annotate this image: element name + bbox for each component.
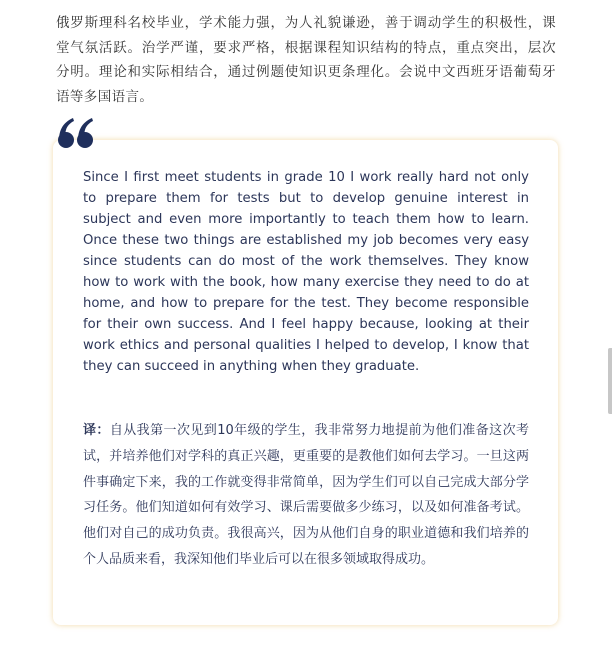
scrollbar-thumb[interactable]: [608, 348, 612, 414]
quote-mark-icon: [56, 111, 96, 151]
teacher-intro-paragraph: 俄罗斯理科名校毕业，学术能力强，为人礼貌谦逊，善于调动学生的积极性，课堂气氛活跃。治学严谨，要求严格，根据课程知识结构的特点，重点突出，层次分明。理论和实际相结合，通过例题使知识更条理化。会说中文西班牙语葡萄牙语等多国语言。: [56, 15, 556, 105]
testimonial-translation: [83, 418, 529, 573]
translation-label: 译：: [83, 423, 110, 438]
translation-text: 自从我第一次见到10年级的学生，我非常努力地提前为他们准备这次考试，并培养他们对学科的真正兴趣，更重要的是教他们如何去学习。一旦这两件事确定下来，我的工作就变得非常简单，因为学生们可以自己完成大部分学习任务。他们知道如何有效学习、课后需要做多少练习，以及如何准备考试。他们对自己的成功负责。我很高兴，因为从他们自身的职业道德和我们培养的个人品质来看，我深知他们毕业后可以在很多领域取得成功。: [83, 423, 529, 567]
testimonial-english-text: Since I first meet students in grade 10 I work really hard not only to prepare them for tests but to develop genuine interest in subject and even more importantly to teach them how to learn. Once these two things are established my job becomes very easy since students can do most of the work themselves. They know how to work with the book, how many exercise they need to do at home, and how to prepare for the test. They become responsible for their own success. And I feel happy because, looking at their work ethics and personal qualities I helped to develop, I know that they can succeed in anything when they graduate.: [83, 170, 529, 374]
